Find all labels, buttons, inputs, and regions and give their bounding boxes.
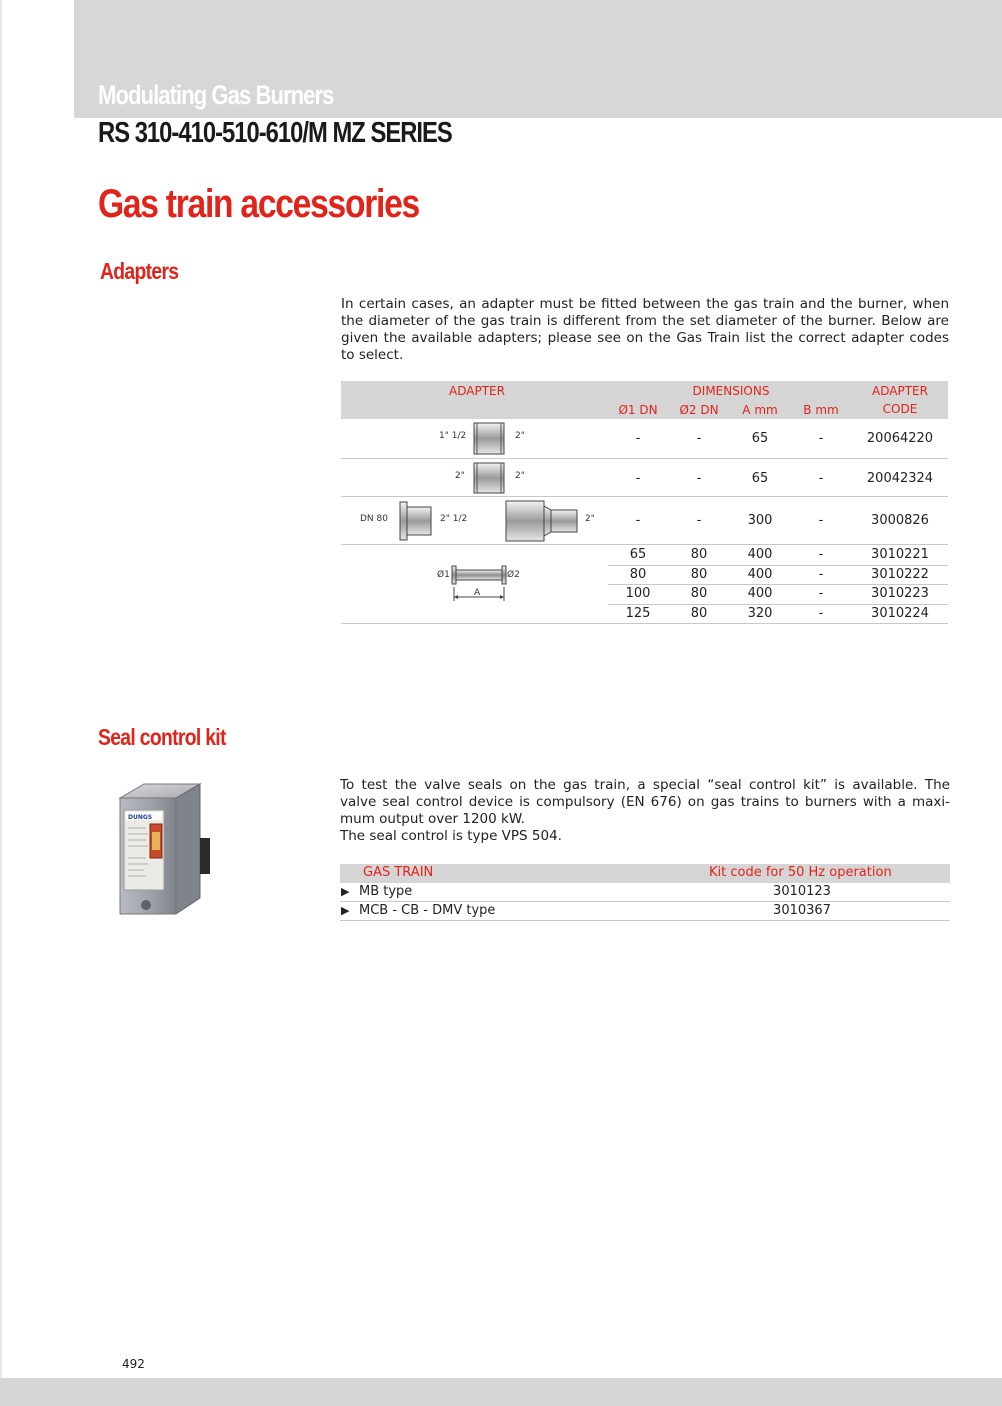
table-row — [341, 497, 948, 545]
cell-d2: 80 — [690, 547, 708, 562]
cell-d2: 80 — [690, 586, 708, 601]
table-row — [341, 419, 948, 459]
spool-label-d1: Ø1 — [437, 570, 450, 580]
cell-code: 20064220 — [866, 431, 934, 446]
adapter-size-right: 2" — [515, 431, 525, 441]
adapter-fitting-image — [473, 462, 505, 494]
seal-control-device-image — [104, 778, 216, 924]
cell-d2: 80 — [690, 606, 708, 621]
footer-band — [0, 1378, 1002, 1406]
cell-d1: 125 — [625, 606, 651, 621]
cell-d2: - — [696, 513, 702, 528]
adapters-table-header — [341, 381, 948, 419]
seal-kit-table-header — [340, 864, 950, 883]
col-d1: Ø1 DN — [618, 403, 658, 417]
col-code-line2: CODE — [882, 402, 918, 416]
spool-label-d2: Ø2 — [507, 570, 520, 580]
cell-b: - — [818, 431, 824, 446]
cell-a: 400 — [747, 547, 773, 562]
bullet-triangle-icon: ▶ — [341, 885, 350, 898]
series-subtitle: RS 310-410-510-610/M MZ SERIES — [98, 117, 452, 149]
table-row — [340, 883, 950, 902]
page-number: 492 — [122, 1357, 145, 1371]
kit-code: 3010123 — [773, 884, 831, 899]
seal-kit-heading: Seal control kit — [98, 724, 226, 750]
cell-a: 400 — [747, 586, 773, 601]
cell-d1: 100 — [625, 586, 651, 601]
adapter-size-left: DN 80 — [360, 514, 388, 524]
col-b: B mm — [803, 403, 839, 417]
adapter-size-mid: 2" 1/2 — [440, 514, 468, 524]
cell-code: 3010224 — [871, 606, 929, 621]
page-edge — [0, 0, 2, 1406]
cell-a: 400 — [747, 567, 773, 582]
cell-a: 65 — [751, 431, 769, 446]
gas-train-name: MB type — [359, 884, 413, 899]
table-row — [340, 902, 950, 921]
col-gas-train: GAS TRAIN — [363, 865, 434, 880]
adapter-size-right: 2" — [585, 514, 595, 524]
table-row — [341, 459, 948, 497]
cell-d1: - — [635, 513, 641, 528]
bullet-triangle-icon: ▶ — [341, 904, 350, 917]
cell-b: - — [818, 586, 824, 601]
adapters-heading: Adapters — [100, 258, 179, 284]
col-dimensions: DIMENSIONS — [692, 384, 770, 398]
cell-a: 320 — [747, 606, 773, 621]
cell-code: 3010222 — [871, 567, 929, 582]
seal-kit-table — [340, 864, 950, 921]
cell-b: - — [818, 606, 824, 621]
table-row-group — [341, 545, 948, 624]
col-a: A mm — [742, 403, 778, 417]
cell-d2: - — [696, 431, 702, 446]
adapters-intro: In certain cases, an adapter must be fitted between the gas train and the burner, when the diameter of the gas train is different from the set diameter of the burner. Below are given the available adapters; please see on the Gas Train list the correct adapter codes to select. — [341, 296, 949, 363]
row-divider — [608, 565, 948, 566]
cell-d1: 80 — [629, 567, 647, 582]
cell-b: - — [818, 547, 824, 562]
col-adapter: ADAPTER — [449, 384, 505, 398]
seal-kit-intro — [340, 777, 950, 845]
gas-train-name: MCB - CB - DMV type — [359, 903, 496, 918]
flange-adapter-image — [399, 501, 433, 541]
series-title: Modulating Gas Burners — [98, 80, 334, 110]
seal-kit-intro-line: The seal control is type VPS 504. — [340, 828, 562, 844]
cell-d1: - — [635, 431, 641, 446]
seal-kit-intro-line: valve seal control device is compulsory (EN 676) on gas trains to burners with a maxi- — [340, 794, 950, 810]
cell-b: - — [818, 567, 824, 582]
spool-pipe-image — [451, 565, 507, 605]
device-brand-label: DUNGS — [128, 814, 153, 821]
cell-d1: 65 — [629, 547, 647, 562]
col-code-line1: ADAPTER — [872, 384, 928, 398]
cell-a: 65 — [751, 471, 769, 486]
cell-code: 20042324 — [866, 471, 934, 486]
cell-b: - — [818, 471, 824, 486]
seal-kit-intro-line: mum output over 1200 kW. — [340, 811, 525, 827]
spool-label-a: A — [474, 588, 481, 598]
cell-code: 3000826 — [871, 513, 929, 528]
row-divider — [608, 604, 948, 605]
row-divider — [608, 584, 948, 585]
cell-d1: - — [635, 471, 641, 486]
cell-a: 300 — [747, 513, 773, 528]
adapter-size-left: 2" — [455, 471, 465, 481]
cell-code: 3010221 — [871, 547, 929, 562]
page-title: Gas train accessories — [98, 182, 419, 226]
cell-b: - — [818, 513, 824, 528]
seal-kit-intro-line: To test the valve seals on the gas train, a special “seal control kit” is available. The — [340, 777, 950, 793]
cell-d2: 80 — [690, 567, 708, 582]
adapter-size-left: 1" 1/2 — [439, 431, 467, 441]
cell-d2: - — [696, 471, 702, 486]
cell-code: 3010223 — [871, 586, 929, 601]
adapters-table — [341, 381, 948, 624]
kit-code: 3010367 — [773, 903, 831, 918]
col-d2: Ø2 DN — [679, 403, 719, 417]
reducer-adapter-image — [505, 500, 579, 542]
adapter-fitting-image — [473, 422, 505, 455]
adapter-size-right: 2" — [515, 471, 525, 481]
col-kit-code: Kit code for 50 Hz operation — [709, 865, 892, 880]
